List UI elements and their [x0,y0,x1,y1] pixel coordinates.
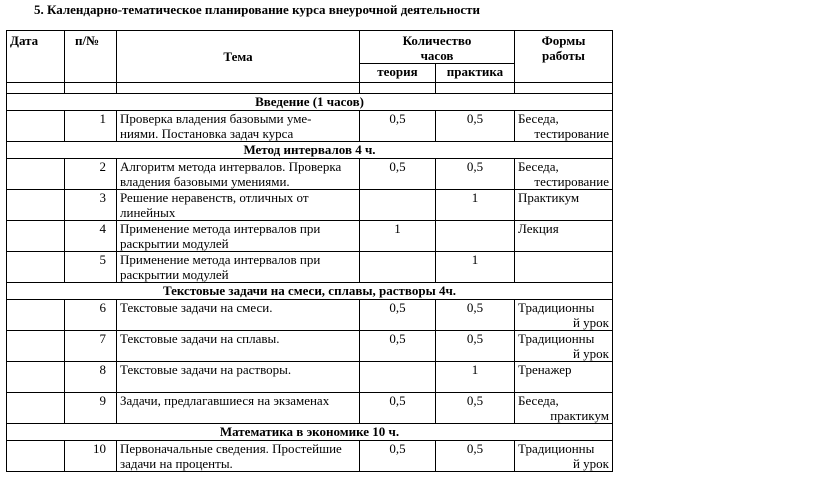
section-title: Текстовые задачи на смеси, сплавы, растворы 4ч. [7,283,613,300]
practice-cell: 1 [436,190,515,221]
topic-line1: Решение неравенств, отличных от [120,190,309,205]
table-row [7,111,613,142]
header-theory: теория [360,64,436,83]
row-number: 7 [65,331,117,362]
row-number: 3 [65,190,117,221]
row-number: 5 [65,252,117,283]
topic-cell [117,393,360,424]
topic-line2: линейных [120,205,176,220]
practice-cell: 0,5 [436,300,515,331]
spacer-row [7,83,613,94]
section-title: Введение (1 часов) [7,94,613,111]
topic-cell [117,441,360,472]
form-cell [515,190,613,221]
table-row [7,252,613,283]
topic-line1: Задачи, предлагавшиеся на экзаменах [120,393,330,408]
row-number: 4 [65,221,117,252]
table-row [7,362,613,393]
form-cell [515,252,613,283]
date-cell [7,190,65,221]
theory-cell: 0,5 [360,111,436,142]
topic-cell [117,331,360,362]
table-row [7,393,613,424]
form-line2: й урок [572,456,609,471]
form-line2: й урок [572,315,609,330]
practice-cell: 0,5 [436,331,515,362]
topic-line2: ниями. Постановка задач курса [120,126,294,141]
practice-cell: 1 [436,252,515,283]
date-cell [7,362,65,393]
practice-cell: 1 [436,362,515,393]
date-cell [7,441,65,472]
header-topic: Тема [117,31,360,83]
topic-line1: Текстовые задачи на смеси. [120,300,273,315]
form-line1: Беседа, [518,159,559,174]
topic-line1: Первоначальные сведения. Простейшие [120,441,342,456]
theory-cell: 0,5 [360,300,436,331]
topic-cell [117,252,360,283]
topic-line1: Текстовые задачи на растворы. [120,362,292,377]
header-row [7,31,613,64]
form-line2: й урок [572,346,609,361]
header-hours [360,31,515,64]
table-row [7,221,613,252]
topic-cell [117,362,360,393]
form-line2: тестирование [534,126,609,141]
theory-cell [360,190,436,221]
topic-cell [117,190,360,221]
topic-line1: Применение метода интервалов при [120,252,321,267]
topic-cell [117,159,360,190]
topic-cell [117,300,360,331]
date-cell [7,221,65,252]
date-cell [7,393,65,424]
header-forms-line1: Формы [541,33,586,48]
header-forms-line2: работы [542,48,585,63]
form-line1: Традиционны [518,300,595,315]
table-row [7,190,613,221]
practice-cell: 0,5 [436,393,515,424]
date-cell [7,111,65,142]
theory-cell: 0,5 [360,441,436,472]
row-number: 8 [65,362,117,393]
section-heading: 5. Календарно-тематическое планирование курса внеурочной деятельности [34,2,481,17]
topic-line2: раскрытии модулей [120,236,229,251]
theory-cell: 0,5 [360,331,436,362]
practice-cell [436,221,515,252]
section-row [7,424,613,441]
date-cell [7,252,65,283]
header-practice: практика [436,64,515,83]
theory-cell: 0,5 [360,159,436,190]
header-hours-line1: Количество [402,33,472,48]
spacer-cell [65,83,117,94]
topic-line2: раскрытии модулей [120,267,229,282]
form-line1: Тренажер [518,362,572,377]
row-number: 9 [65,393,117,424]
spacer-cell [436,83,515,94]
spacer-cell [117,83,360,94]
row-number: 2 [65,159,117,190]
theory-cell: 1 [360,221,436,252]
section-title: Метод интервалов 4 ч. [7,142,613,159]
topic-line1: Текстовые задачи на сплавы. [120,331,280,346]
row-number: 10 [65,441,117,472]
header-forms [515,31,613,83]
form-line2: практикум [550,408,609,423]
spacer-cell [515,83,613,94]
topic-line2: задачи на проценты. [120,456,233,471]
spacer-cell [360,83,436,94]
section-title: Математика в экономике 10 ч. [7,424,613,441]
row-number: 1 [65,111,117,142]
form-line1: Традиционны [518,331,595,346]
form-cell [515,362,613,393]
header-date: Дата [7,31,65,83]
schedule-table [6,30,613,472]
section-row [7,142,613,159]
table-row [7,159,613,190]
topic-line2: владения базовыми умениями. [120,174,290,189]
topic-cell [117,111,360,142]
form-cell [515,331,613,362]
form-cell [515,111,613,142]
topic-line1: Алгоритм метода интервалов. Проверка [120,159,342,174]
form-cell [515,300,613,331]
form-line1: Практикум [518,190,580,205]
form-cell [515,441,613,472]
form-cell [515,159,613,190]
practice-cell: 0,5 [436,111,515,142]
form-line1: Беседа, [518,393,559,408]
spacer-cell [7,83,65,94]
table-row [7,441,613,472]
table-row [7,331,613,362]
topic-cell [117,221,360,252]
date-cell [7,331,65,362]
topic-line1: Применение метода интервалов при [120,221,321,236]
row-number: 6 [65,300,117,331]
theory-cell: 0,5 [360,393,436,424]
theory-cell [360,252,436,283]
header-num: п/№ [65,31,117,83]
date-cell [7,159,65,190]
topic-line1: Проверка владения базовыми уме- [120,111,312,126]
section-row [7,94,613,111]
form-line1: Лекция [518,221,559,236]
theory-cell [360,362,436,393]
practice-cell: 0,5 [436,159,515,190]
form-cell [515,221,613,252]
form-line2: тестирование [534,174,609,189]
form-line1: Традиционны [518,441,595,456]
table-row [7,300,613,331]
date-cell [7,300,65,331]
form-cell [515,393,613,424]
form-line1: Беседа, [518,111,559,126]
practice-cell: 0,5 [436,441,515,472]
section-row [7,283,613,300]
header-hours-line2: часов [420,48,454,63]
